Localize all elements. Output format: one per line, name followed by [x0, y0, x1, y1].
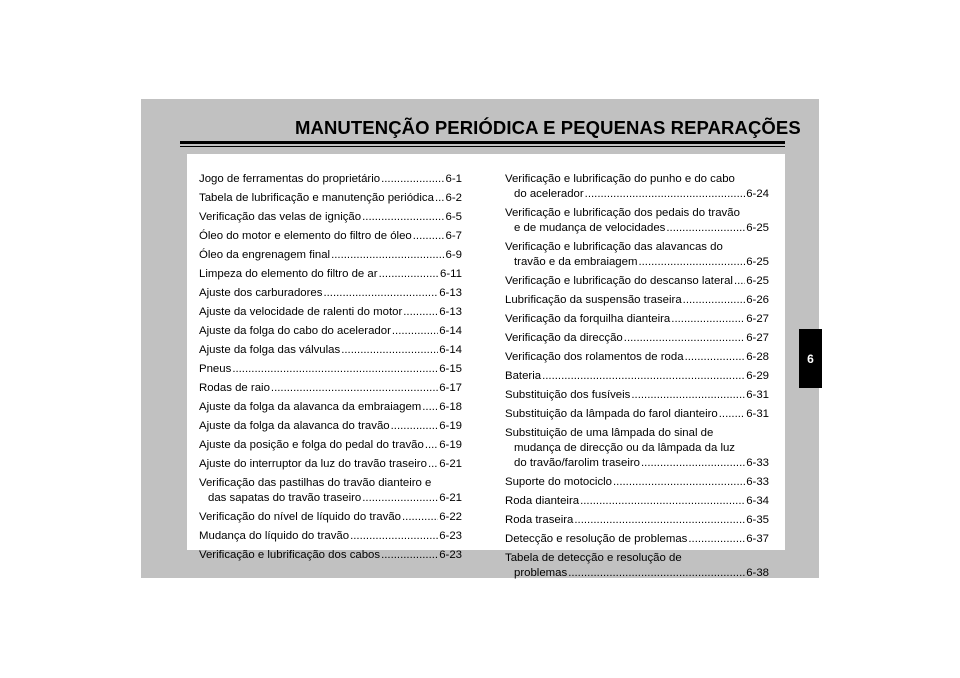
toc-entry-title: Óleo do motor e elemento do filtro de óleo [199, 230, 412, 242]
toc-dot-leader [350, 527, 438, 546]
chapter-tab-label: 6 [807, 351, 814, 366]
toc-page-number: 6-7 [445, 230, 462, 242]
toc-entry[interactable] [199, 170, 462, 189]
toc-entry-title: Verificação do nível de líquido do travão [199, 511, 401, 523]
toc-dot-leader [435, 189, 445, 208]
toc-entry-title: Suporte do motociclo [505, 476, 613, 488]
toc-entry[interactable] [505, 405, 769, 424]
toc-dot-leader [568, 566, 745, 581]
toc-entry[interactable] [505, 204, 769, 238]
toc-entry-title: Bateria [505, 370, 542, 382]
toc-dot-leader [574, 511, 745, 530]
toc-entry-title: Tabela de lubrificação e manutenção periódica [199, 192, 434, 204]
toc-entry-title-line: mudança de direcção ou da lâmpada da luz [514, 442, 735, 454]
toc-dot-leader [413, 227, 445, 246]
toc-dot-leader [392, 322, 438, 341]
toc-entry[interactable] [199, 360, 462, 379]
toc-entry-title: Ajuste da folga da alavanca da embraiagem [199, 401, 422, 413]
toc-dot-leader [734, 272, 745, 291]
toc-entry-title: Verificação e lubrificação do descanso lateral [505, 275, 733, 287]
toc-entry-title: Verificação e lubrificação dos cabos [199, 549, 381, 561]
toc-page-number: 6-21 [439, 492, 462, 504]
toc-entry-title-line: Verificação e lubrificação das alavancas do [505, 241, 723, 253]
toc-dot-leader [685, 348, 746, 367]
toc-entry[interactable] [505, 238, 769, 272]
toc-dot-leader [362, 491, 438, 506]
toc-entry-title: problemas [514, 567, 568, 579]
toc-page-number: 6-31 [746, 408, 769, 420]
toc-dot-leader [638, 255, 745, 270]
chapter-tab[interactable] [799, 329, 822, 388]
toc-entry-title: Ajuste da velocidade de ralenti do motor [199, 306, 403, 318]
toc-dot-leader [391, 417, 439, 436]
toc-entry[interactable] [505, 329, 769, 348]
toc-dot-leader [341, 341, 438, 360]
toc-entry[interactable] [505, 530, 769, 549]
toc-page-number: 6-19 [439, 439, 462, 451]
toc-entry[interactable] [505, 272, 769, 291]
toc-entry[interactable] [505, 348, 769, 367]
toc-page-number: 6-13 [439, 287, 462, 299]
toc-dot-leader [402, 508, 438, 527]
toc-dot-leader [381, 546, 438, 565]
toc-entry-title: Substituição dos fusíveis [505, 389, 631, 401]
toc-entry-title: Roda traseira [505, 514, 574, 526]
toc-page-number: 6-15 [439, 363, 462, 375]
toc-page-number: 6-2 [445, 192, 462, 204]
toc-page-number: 6-19 [439, 420, 462, 432]
toc-entry-title: Ajuste da folga das válvulas [199, 344, 341, 356]
toc-entry-title: e de mudança de velocidades [514, 222, 666, 234]
toc-entry[interactable] [199, 303, 462, 322]
toc-dot-leader [683, 291, 746, 310]
toc-dot-leader [323, 284, 438, 303]
toc-entry-title: Pneus [199, 363, 232, 375]
toc-dot-leader [671, 310, 745, 329]
toc-entry[interactable] [199, 436, 462, 455]
toc-entry[interactable] [199, 265, 462, 284]
toc-dot-leader [542, 367, 745, 386]
toc-page-number: 6-29 [746, 370, 769, 382]
toc-entry[interactable] [505, 310, 769, 329]
toc-dot-leader [585, 187, 746, 202]
toc-page-number: 6-1 [445, 173, 462, 185]
toc-entry-title: das sapatas do travão traseiro [208, 492, 362, 504]
toc-entry[interactable] [199, 341, 462, 360]
toc-entry[interactable] [505, 291, 769, 310]
toc-page-number: 6-22 [439, 511, 462, 523]
toc-dot-leader [379, 265, 439, 284]
toc-page-number: 6-28 [746, 351, 769, 363]
toc-page-number: 6-37 [746, 533, 769, 545]
toc-entry-title: Mudança do líquido do travão [199, 530, 350, 542]
toc-entry-title: Jogo de ferramentas do proprietário [199, 173, 381, 185]
toc-page-number: 6-14 [439, 325, 462, 337]
toc-entry-title-line: Verificação das pastilhas do travão dianteiro e [199, 477, 432, 489]
toc-dot-leader [362, 208, 444, 227]
toc-entry[interactable] [505, 511, 769, 530]
toc-entry[interactable] [199, 208, 462, 227]
toc-entry[interactable] [505, 170, 769, 204]
toc-entry-title: Verificação da direcção [505, 332, 623, 344]
toc-entry-title-line: Verificação e lubrificação dos pedais do travão [505, 207, 740, 219]
toc-entry[interactable] [199, 227, 462, 246]
toc-page-number: 6-24 [746, 188, 769, 200]
toc-entry[interactable] [199, 527, 462, 546]
toc-entry-title: do acelerador [514, 188, 584, 200]
toc-entry[interactable] [199, 508, 462, 527]
toc-entry[interactable] [505, 549, 769, 583]
toc-entry-title-line: Verificação e lubrificação do punho e do cabo [505, 173, 735, 185]
toc-entry[interactable] [199, 246, 462, 265]
toc-entry-title: Detecção e resolução de problemas [505, 533, 688, 545]
toc-entry-title: Roda dianteira [505, 495, 580, 507]
toc-dot-leader [331, 246, 444, 265]
toc-page-number: 6-11 [440, 268, 462, 280]
toc-dot-leader [719, 405, 745, 424]
toc-entry[interactable] [199, 284, 462, 303]
toc-dot-leader [428, 455, 438, 474]
toc-dot-leader [271, 379, 438, 398]
toc-page-number: 6-26 [746, 294, 769, 306]
toc-dot-leader [580, 492, 745, 511]
toc-page-number: 6-27 [746, 332, 769, 344]
toc-right-column [505, 170, 769, 583]
toc-entry-title: Lubrificação da suspensão traseira [505, 294, 682, 306]
toc-entry-title: Óleo da engrenagem final [199, 249, 331, 261]
toc-panel [187, 154, 785, 579]
toc-entry[interactable] [199, 189, 462, 208]
toc-page-number: 6-33 [746, 457, 769, 469]
toc-entry[interactable] [505, 424, 769, 473]
toc-dot-leader [624, 329, 745, 348]
toc-entry-title: do travão/farolim traseiro [514, 457, 640, 469]
toc-dot-leader [381, 170, 444, 189]
toc-dot-leader [641, 456, 745, 471]
toc-entry-title-line: Substituição de uma lâmpada do sinal de [505, 427, 714, 439]
toc-page-number: 6-38 [746, 567, 769, 579]
toc-entry[interactable] [505, 367, 769, 386]
toc-page-number: 6-5 [445, 211, 462, 223]
toc-entry[interactable] [199, 417, 462, 436]
toc-entry[interactable] [199, 398, 462, 417]
toc-entry-title: Ajuste da folga do cabo do acelerador [199, 325, 391, 337]
toc-entry[interactable] [505, 386, 769, 405]
toc-entry-title: Ajuste da posição e folga do pedal do travão [199, 439, 424, 451]
toc-entry-title-line: Tabela de detecção e resolução de [505, 552, 682, 564]
title-rule-thin [180, 146, 785, 147]
toc-page-number: 6-13 [439, 306, 462, 318]
toc-dot-leader [688, 530, 745, 549]
toc-entry-title: Verificação das velas de ignição [199, 211, 362, 223]
toc-entry-title: Limpeza do elemento do filtro de ar [199, 268, 378, 280]
toc-page-number: 6-14 [439, 344, 462, 356]
toc-page-number: 6-33 [746, 476, 769, 488]
toc-entry-title: Ajuste do interruptor da luz do travão traseiro [199, 458, 427, 470]
toc-page-number: 6-34 [746, 495, 769, 507]
toc-entry-title: Ajuste da folga da alavanca do travão [199, 420, 390, 432]
toc-entry[interactable] [505, 492, 769, 511]
page-title: MANUTENÇÃO PERIÓDICA E PEQUENAS REPARAÇÕES [295, 117, 801, 138]
toc-entry-title: Substituição da lâmpada do farol dianteiro [505, 408, 718, 420]
toc-dot-leader [613, 473, 745, 492]
toc-entry-title: Verificação da forquilha dianteira [505, 313, 671, 325]
toc-entry-title: Rodas de raio [199, 382, 270, 394]
toc-entry-title: Verificação dos rolamentos de roda [505, 351, 684, 363]
toc-dot-leader [403, 303, 438, 322]
toc-entry[interactable] [199, 322, 462, 341]
toc-entry[interactable] [505, 473, 769, 492]
toc-page-number: 6-25 [746, 256, 769, 268]
toc-dot-leader [666, 221, 745, 236]
toc-entry[interactable] [199, 474, 462, 508]
toc-entry-title: travão e da embraiagem [514, 256, 638, 268]
toc-page-number: 6-9 [445, 249, 462, 261]
toc-entry[interactable] [199, 379, 462, 398]
toc-page-number: 6-17 [439, 382, 462, 394]
toc-dot-leader [422, 398, 438, 417]
toc-page-number: 6-23 [439, 530, 462, 542]
toc-entry[interactable] [199, 455, 462, 474]
toc-dot-leader [425, 436, 438, 455]
toc-left-column [199, 170, 462, 565]
toc-dot-leader [232, 360, 438, 379]
title-rule-thick [180, 141, 785, 144]
toc-entry-title: Ajuste dos carburadores [199, 287, 323, 299]
toc-page-number: 6-25 [746, 275, 769, 287]
toc-page-number: 6-31 [746, 389, 769, 401]
toc-page-number: 6-35 [746, 514, 769, 526]
toc-page-number: 6-23 [439, 549, 462, 561]
toc-page-number: 6-27 [746, 313, 769, 325]
toc-dot-leader [631, 386, 745, 405]
toc-entry[interactable] [199, 546, 462, 565]
toc-page-number: 6-21 [439, 458, 462, 470]
toc-page-number: 6-18 [439, 401, 462, 413]
toc-page-number: 6-25 [746, 222, 769, 234]
